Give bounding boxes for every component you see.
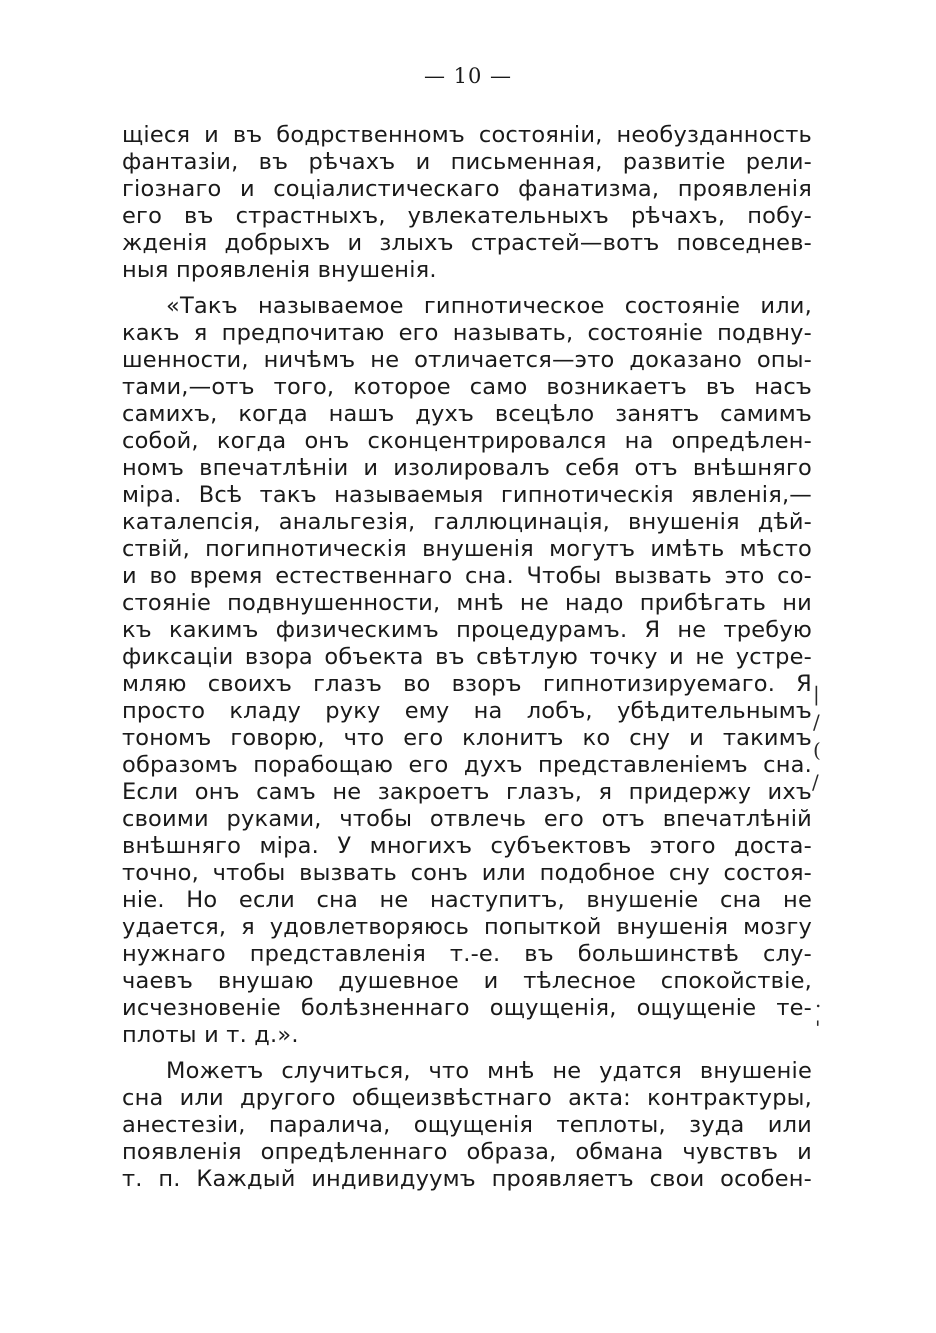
text-line: появленія опредѣленнаго образа, обмана чувствъ и bbox=[122, 1139, 812, 1165]
text-line: Можетъ случиться, что мнѣ не удатся внушеніе bbox=[166, 1058, 812, 1084]
text-line: образомъ порабощаю его духъ представленіемъ сна. bbox=[122, 752, 812, 778]
text-line: собой, когда онъ сконцентрировался на опредѣлен- bbox=[122, 428, 812, 454]
text-line: удается, я удовлетворяюсь попыткой внушенія мозгу bbox=[122, 914, 812, 940]
text-line: ныя проявленія внушенія. bbox=[122, 257, 437, 283]
paragraph-1 bbox=[122, 122, 812, 284]
text-line: тономъ говорю, что его клонитъ ко сну и такимъ bbox=[122, 725, 812, 751]
text-line: шенности, ничѣмъ не отличается—это доказано опы- bbox=[122, 347, 812, 373]
paragraph-2 bbox=[122, 293, 812, 1049]
text-line: каталепсія, анальгезія, галлюцинація, внушенія дѣй- bbox=[122, 509, 812, 535]
text-line: и во время естественнаго сна. Чтобы вызвать это со- bbox=[122, 563, 812, 589]
text-line: къ какимъ физическимъ процедурамъ. Я не требую bbox=[122, 617, 812, 643]
text-line: нужнаго представленія т.-е. въ большинствѣ слу- bbox=[122, 941, 812, 967]
text-line: плоты и т. д.». bbox=[122, 1022, 299, 1048]
text-line: фантазіи, въ рѣчахъ и письменная, развитіе рели- bbox=[122, 149, 812, 175]
margin-mark: / bbox=[813, 710, 820, 734]
text-line: анестезіи, паралича, ощущенія теплоты, зуда или bbox=[122, 1112, 812, 1138]
text-line: стояніе подвнушенности, мнѣ не надо прибѣгать ни bbox=[122, 590, 812, 616]
text-line: мляю своихъ глазъ во взоръ гипнотизируемаго. Я bbox=[122, 671, 812, 697]
text-line: сна или другого общеизвѣстнаго акта: контрактуры, bbox=[122, 1085, 812, 1111]
margin-mark: ' bbox=[815, 1016, 821, 1040]
paragraph-3 bbox=[122, 1058, 812, 1193]
text-line: «Такъ называемое гипнотическое состояніе или, bbox=[166, 293, 812, 319]
margin-mark: | bbox=[813, 682, 820, 706]
margin-mark: ( bbox=[813, 738, 821, 762]
page-number: — 10 — bbox=[423, 64, 513, 88]
text-line: ствій, погипнотическія внушенія могутъ имѣть мѣсто bbox=[122, 536, 812, 562]
text-line: жденія добрыхъ и злыхъ страстей—вотъ повседнев- bbox=[122, 230, 812, 256]
text-line: его въ страстныхъ, увлекательныхъ рѣчахъ, побу- bbox=[122, 203, 812, 229]
text-line: гіознаго и соціалистическаго фанатизма, проявленія bbox=[122, 176, 812, 202]
text-line: тами,—отъ того, которое само возникаетъ въ насъ bbox=[122, 374, 812, 400]
text-line: міра. Всѣ такъ называемыя гипнотическія явленія,— bbox=[122, 482, 812, 508]
text-line: номъ впечатлѣніи и изолировалъ себя отъ внѣшняго bbox=[122, 455, 812, 481]
text-line: ніе. Но если сна не наступитъ, внушеніе сна не bbox=[122, 887, 812, 913]
text-line: внѣшняго міра. У многихъ субъектовъ этого доста- bbox=[122, 833, 812, 859]
margin-mark: / bbox=[812, 770, 819, 794]
text-line: щіеся и въ бодрственномъ состояніи, необузданность bbox=[122, 122, 812, 148]
text-line: самихъ, когда нашъ духъ всецѣло занятъ самимъ bbox=[122, 401, 812, 427]
text-line: чаевъ внушаю душевное и тѣлесное спокойствіе, bbox=[122, 968, 812, 994]
text-line: фиксаціи взора объекта въ свѣтлую точку и не устре- bbox=[122, 644, 812, 670]
text-line: своими руками, чтобы отвлечь его отъ впечатлѣній bbox=[122, 806, 812, 832]
margin-mark: . bbox=[815, 988, 822, 1012]
text-line: т. п. Каждый индивидуумъ проявляетъ свои особен- bbox=[122, 1166, 812, 1192]
text-line: просто кладу руку ему на лобъ, убѣдительнымъ bbox=[122, 698, 812, 724]
body-text bbox=[122, 122, 812, 1193]
text-line: исчезновеніе болѣзненнаго ощущенія, ощущеніе те- bbox=[122, 995, 812, 1021]
text-line: точно, чтобы вызвать сонъ или подобное сну состоя- bbox=[122, 860, 812, 886]
text-line: какъ я предпочитаю его называть, состояніе подвну- bbox=[122, 320, 812, 346]
text-line: Если онъ самъ не закроетъ глазъ, я придержу ихъ bbox=[122, 779, 812, 805]
